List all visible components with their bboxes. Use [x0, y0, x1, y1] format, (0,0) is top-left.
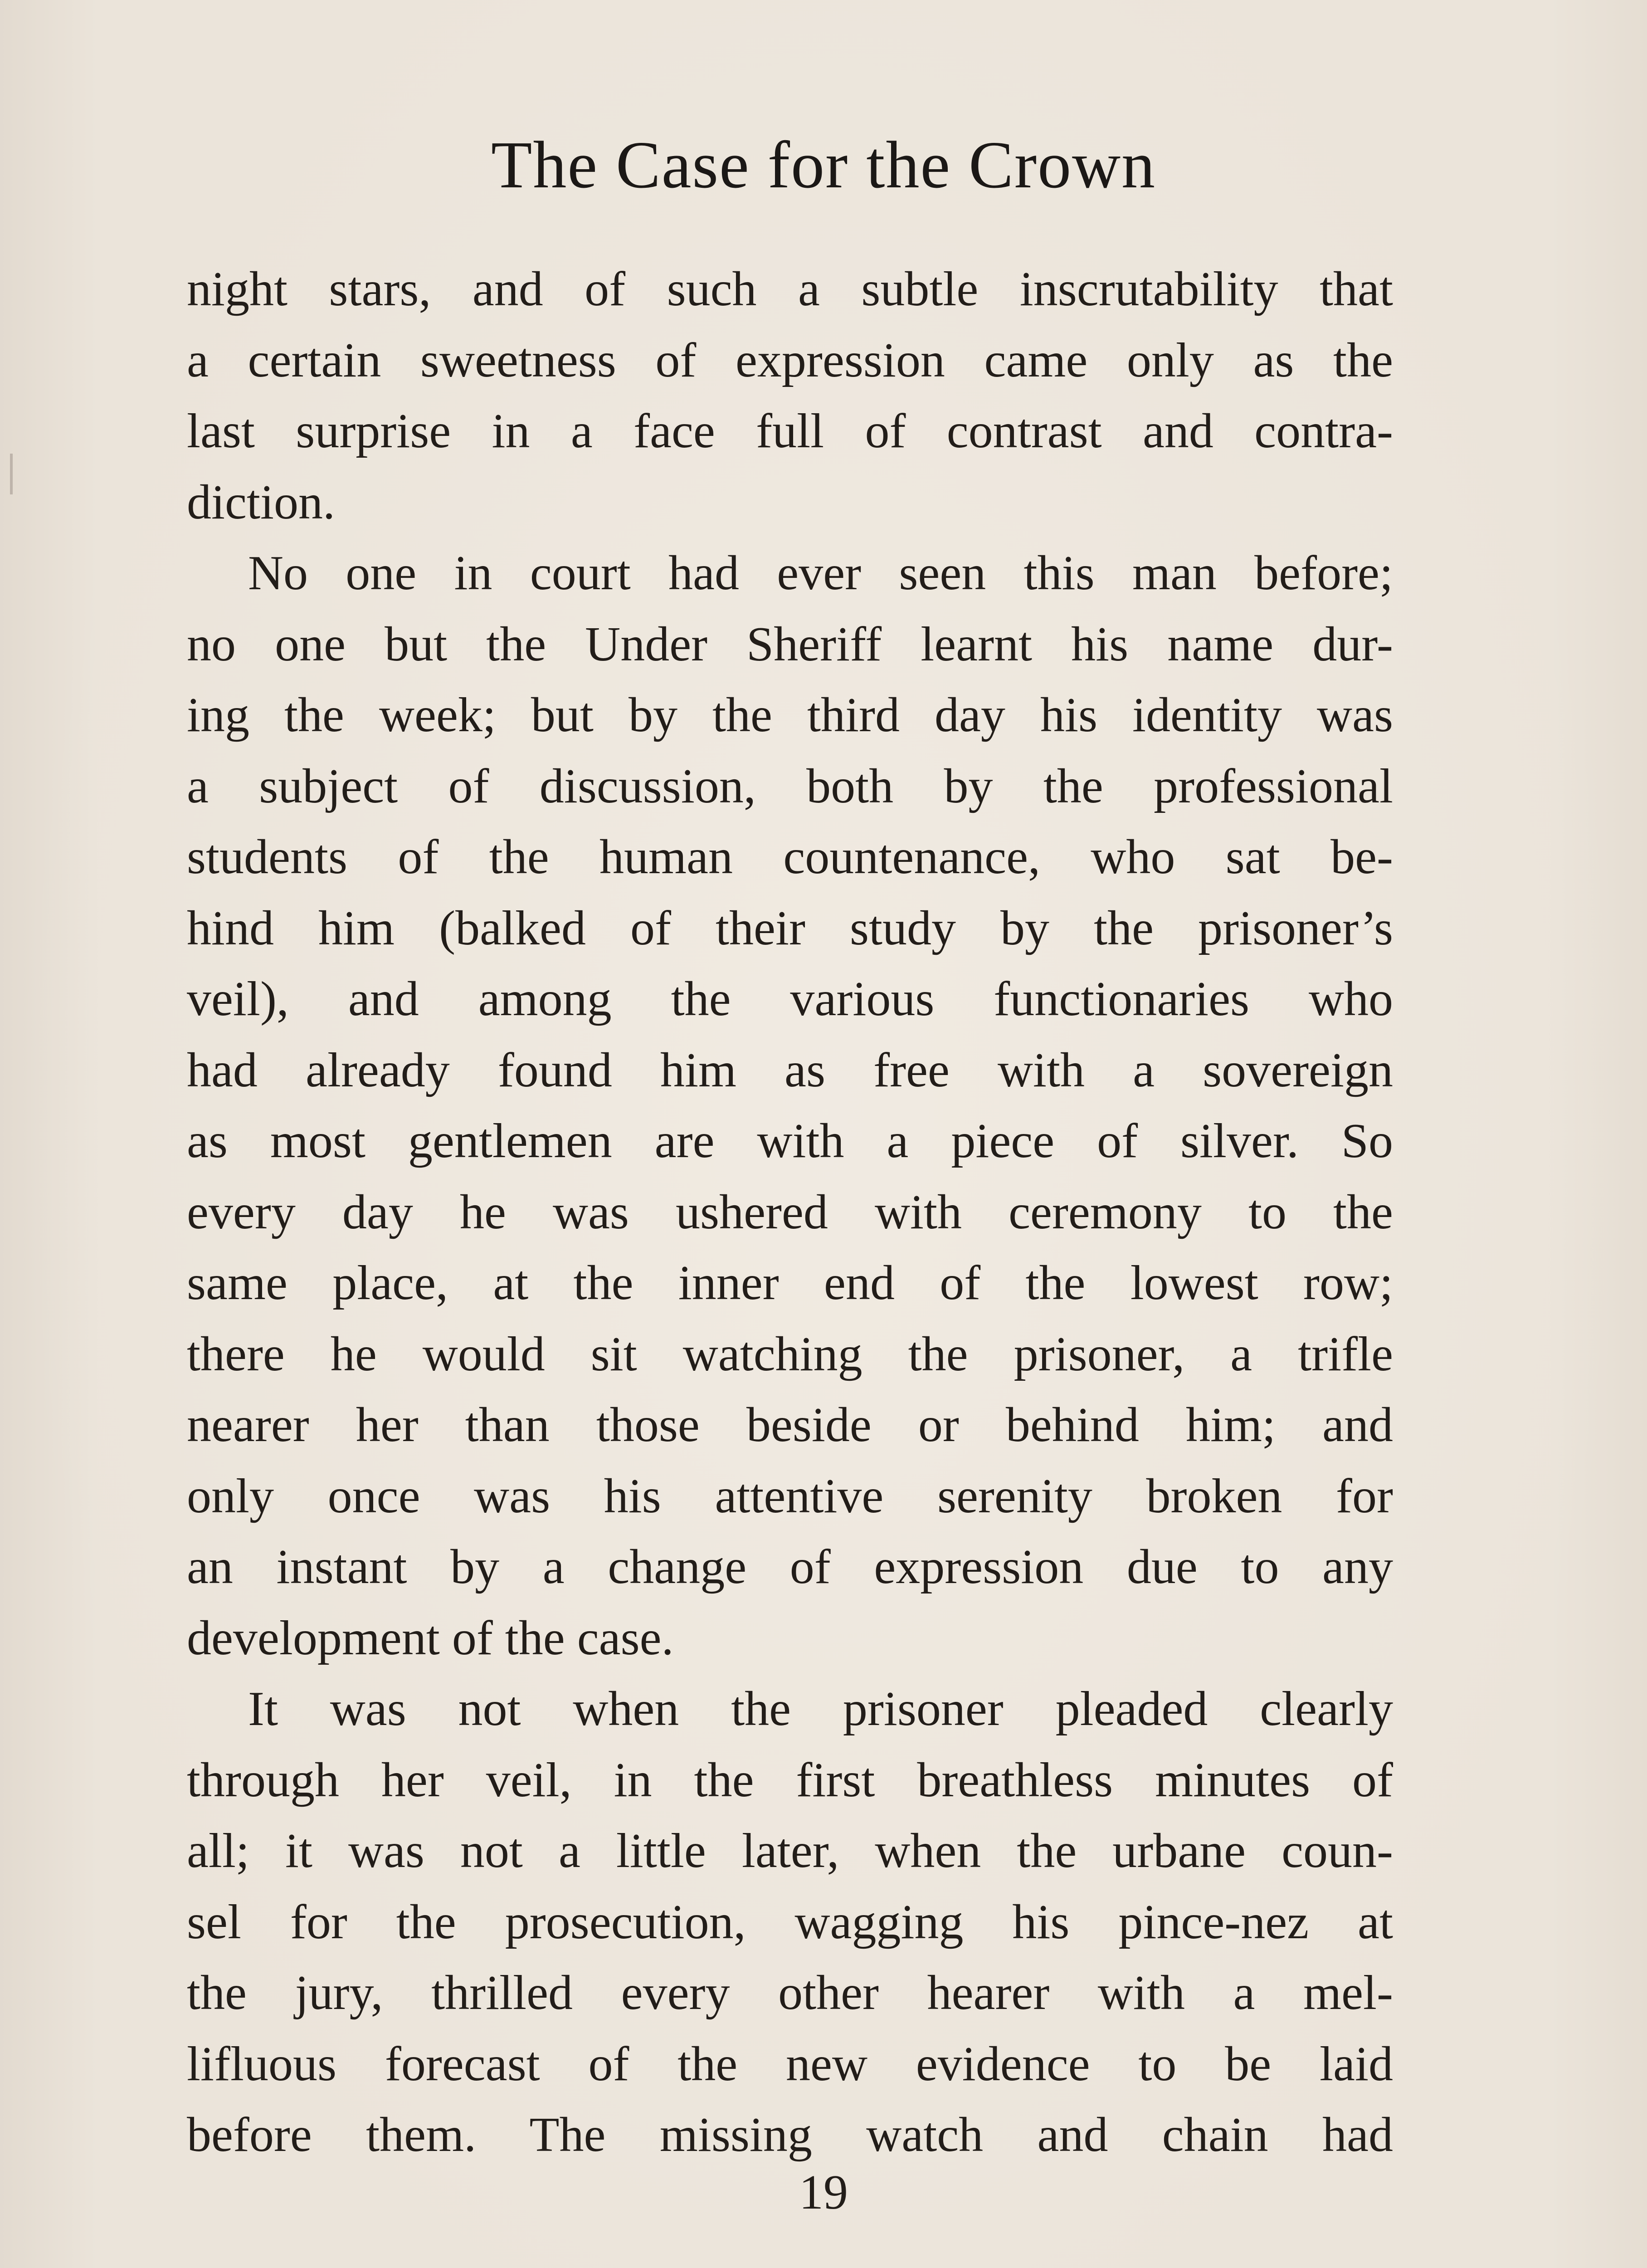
text-line: last surprise in a face full of contrast and contra- [187, 404, 1393, 458]
running-title: The Case for the Crown [491, 128, 1156, 202]
text-line: hind him (balked of their study by the prisoner’s [187, 901, 1393, 955]
paragraph-start-line: No one in court had ever seen this man before; [248, 546, 1393, 600]
text-line: only once was his attentive serenity broken for [187, 1469, 1393, 1523]
text-line: veil), and among the various functionaries who [187, 972, 1393, 1026]
paragraph-start-line: It was not when the prisoner pleaded clearly [248, 1682, 1393, 1736]
text-line: no one but the Under Sheriff learnt his name dur- [187, 617, 1393, 671]
text-line: there he would sit watching the prisoner, a trifle [187, 1327, 1393, 1381]
text-line: had already found him as free with a sovereign [187, 1043, 1393, 1097]
text-line: lifluous forecast of the new evidence to be laid [187, 2037, 1393, 2091]
text-line: through her veil, in the first breathless minutes of [187, 1753, 1393, 1807]
text-line: all; it was not a little later, when the urbane coun- [187, 1824, 1393, 1878]
text-line: a subject of discussion, both by the professional [187, 759, 1393, 813]
text-line: development of the case. [187, 1611, 674, 1665]
text-line: an instant by a change of expression due to any [187, 1540, 1393, 1594]
text-line: a certain sweetness of expression came only as the [187, 333, 1393, 387]
text-line: every day he was ushered with ceremony to the [187, 1185, 1393, 1239]
text-line: students of the human countenance, who sat be- [187, 830, 1393, 884]
text-line: ing the week; but by the third day his identity was [187, 688, 1393, 742]
text-line: sel for the prosecution, wagging his pince-nez at [187, 1895, 1393, 1949]
text-line: nearer her than those beside or behind him; and [187, 1398, 1393, 1452]
text-line: same place, at the inner end of the lowest row; [187, 1256, 1393, 1310]
text-line: before them. The missing watch and chain had [187, 2108, 1393, 2162]
text-line: diction. [187, 475, 335, 529]
body-text [187, 254, 1393, 2171]
page-number: 19 [799, 2165, 848, 2219]
text-line: the jury, thrilled every other hearer with a mel- [187, 1966, 1393, 2020]
page-edge-mark [10, 454, 13, 494]
text-line: as most gentlemen are with a piece of silver. So [187, 1114, 1393, 1168]
text-line: night stars, and of such a subtle inscrutability that [187, 262, 1393, 316]
